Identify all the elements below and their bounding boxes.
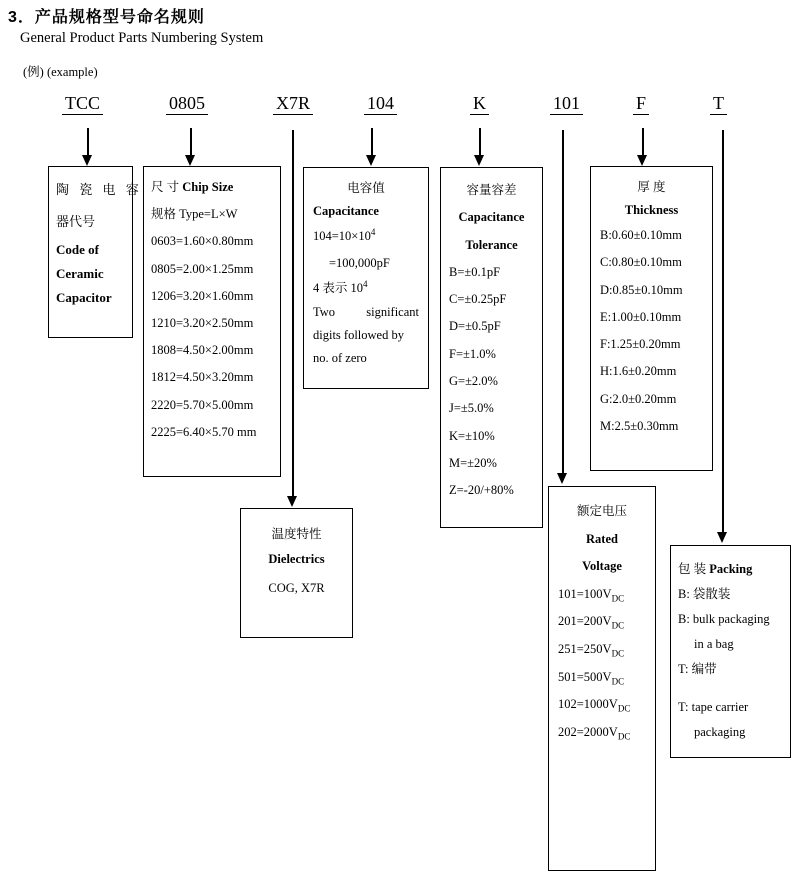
box-line: M=±20% [449,455,497,470]
box-line: 器代号 [56,214,96,229]
box-line: Voltage [582,559,622,574]
box-line: 包 装 Packing [678,562,753,576]
box-line: 电容值 [347,181,385,195]
box-line: B: 袋散装 [678,587,731,601]
box-line: Tolerance [465,237,518,252]
example-label: (例) (example) [23,65,98,79]
box-line: D:0.85±0.10mm [600,282,683,297]
box-line: 1808=4.50×2.00mm [151,343,254,358]
box-line: T: tape carrier [678,700,749,714]
chip-size-box [143,166,281,477]
box-line: 0805=2.00×1.25mm [151,261,254,276]
box-line: $102=1000V_{DC}$ [558,697,631,714]
box-line: Two significant [313,304,419,319]
box-line: B: bulk packaging [678,612,770,626]
box-line: T: 编带 [678,662,717,676]
capacitance-box [303,167,429,389]
box-line: COG, X7R [268,581,325,595]
box-line: Code of [56,242,99,257]
box-line: Thickness [624,203,679,217]
box-line: no. of zero [313,350,367,365]
box-line: packaging [694,725,746,739]
box-line: =100,000pF [329,256,390,271]
box-line: $501=500V_{DC}$ [558,669,625,687]
capacitance-tolerance-box [440,167,543,528]
box-line: Capacitance [313,204,379,219]
box-line: 1812=4.50×3.20mm [151,370,254,385]
arrow-x7r-to-dielectrics-box [287,130,299,507]
box-line: Ceramic [56,266,104,281]
box-line: M:2.5±0.30mm [600,419,679,434]
box-line: 尺 寸 Chip Size [151,180,234,194]
box-line: F:1.25±0.20mm [600,337,681,352]
box-line: 1206=3.20×1.60mm [151,288,254,303]
box-line: 4 表示 $10^4$ [313,279,368,296]
box-line: digits followed by [313,327,404,342]
section-heading-cn: 3．产品规格型号命名规则 [8,9,205,26]
code-part-101: 101 [550,93,583,115]
box-line: F=±1.0% [449,346,496,361]
box-line: H:1.6±0.20mm [600,364,677,379]
box-line: $104=10\times 10^4$ [313,227,376,244]
code-of-ceramic-capacitor-box [48,166,143,338]
box-line: 规格 Type=L×W [151,207,238,222]
box-line: Z=-20/+80% [449,483,514,498]
box-line: Dielectrics [268,552,325,566]
box-line: 厚 度 [637,180,666,194]
arrow-t-to-packing-box [717,130,729,543]
section-heading-en: General Product Parts Numbering System [20,30,264,46]
box-line: E:1.00±0.10mm [600,309,682,324]
arrow-104-to-capacitance-box [366,128,378,166]
code-part-104: 104 [364,93,397,115]
box-line: 温度特性 [271,527,322,541]
box-line: G:2.0±0.20mm [600,391,677,406]
code-part-0805: 0805 [166,93,208,115]
arrow-f-to-thickness-box [637,128,649,166]
box-line: 0603=1.60×0.80mm [151,234,254,249]
box-line: $201=200V_{DC}$ [558,614,625,631]
box-line: K=±10% [449,428,495,443]
box-line: 2220=5.70×5.00mm [151,397,254,412]
arrow-k-to-tolerance-box [474,128,486,166]
box-line: B:0.60±0.10mm [600,228,682,242]
code-part-x7r: X7R [273,93,313,115]
rated-voltage-box [548,486,656,871]
box-line: Capacitor [56,290,112,305]
code-part-k: K [470,93,489,115]
box-line: $202=2000V_{DC}$ [558,724,631,742]
box-line: Capacitance [458,210,525,225]
box-line: D=±0.5pF [449,319,501,334]
box-line: Rated [586,531,618,546]
box-line: C:0.80±0.10mm [600,255,682,270]
box-line: 2225=6.40×5.70 mm [151,424,257,439]
box-line: B=±0.1pF [449,264,501,279]
box-line: 容量容差 [466,183,517,197]
code-part-tcc: TCC [62,93,103,115]
arrow-101-to-voltage-box [557,130,569,484]
box-line: 1210=3.20×2.50mm [151,315,254,330]
code-part-t: T [710,93,727,115]
thickness-box [590,166,713,471]
packing-box [670,545,791,758]
box-line: $251=250V_{DC}$ [558,641,625,659]
dielectrics-box [240,508,353,638]
box-line: 陶 瓷 电 容 [56,182,143,197]
box-line: $101=100V_{DC}$ [558,586,625,604]
box-line: 额定电压 [576,504,627,518]
box-line: J=±5.0% [449,401,494,416]
box-line: G=±2.0% [449,374,498,389]
arrow-0805-to-chip-size-box [185,128,197,166]
box-line: C=±0.25pF [449,292,507,307]
box-line: in a bag [694,637,734,651]
arrow-tcc-to-code-box [82,128,94,166]
code-part-f: F [633,93,649,115]
